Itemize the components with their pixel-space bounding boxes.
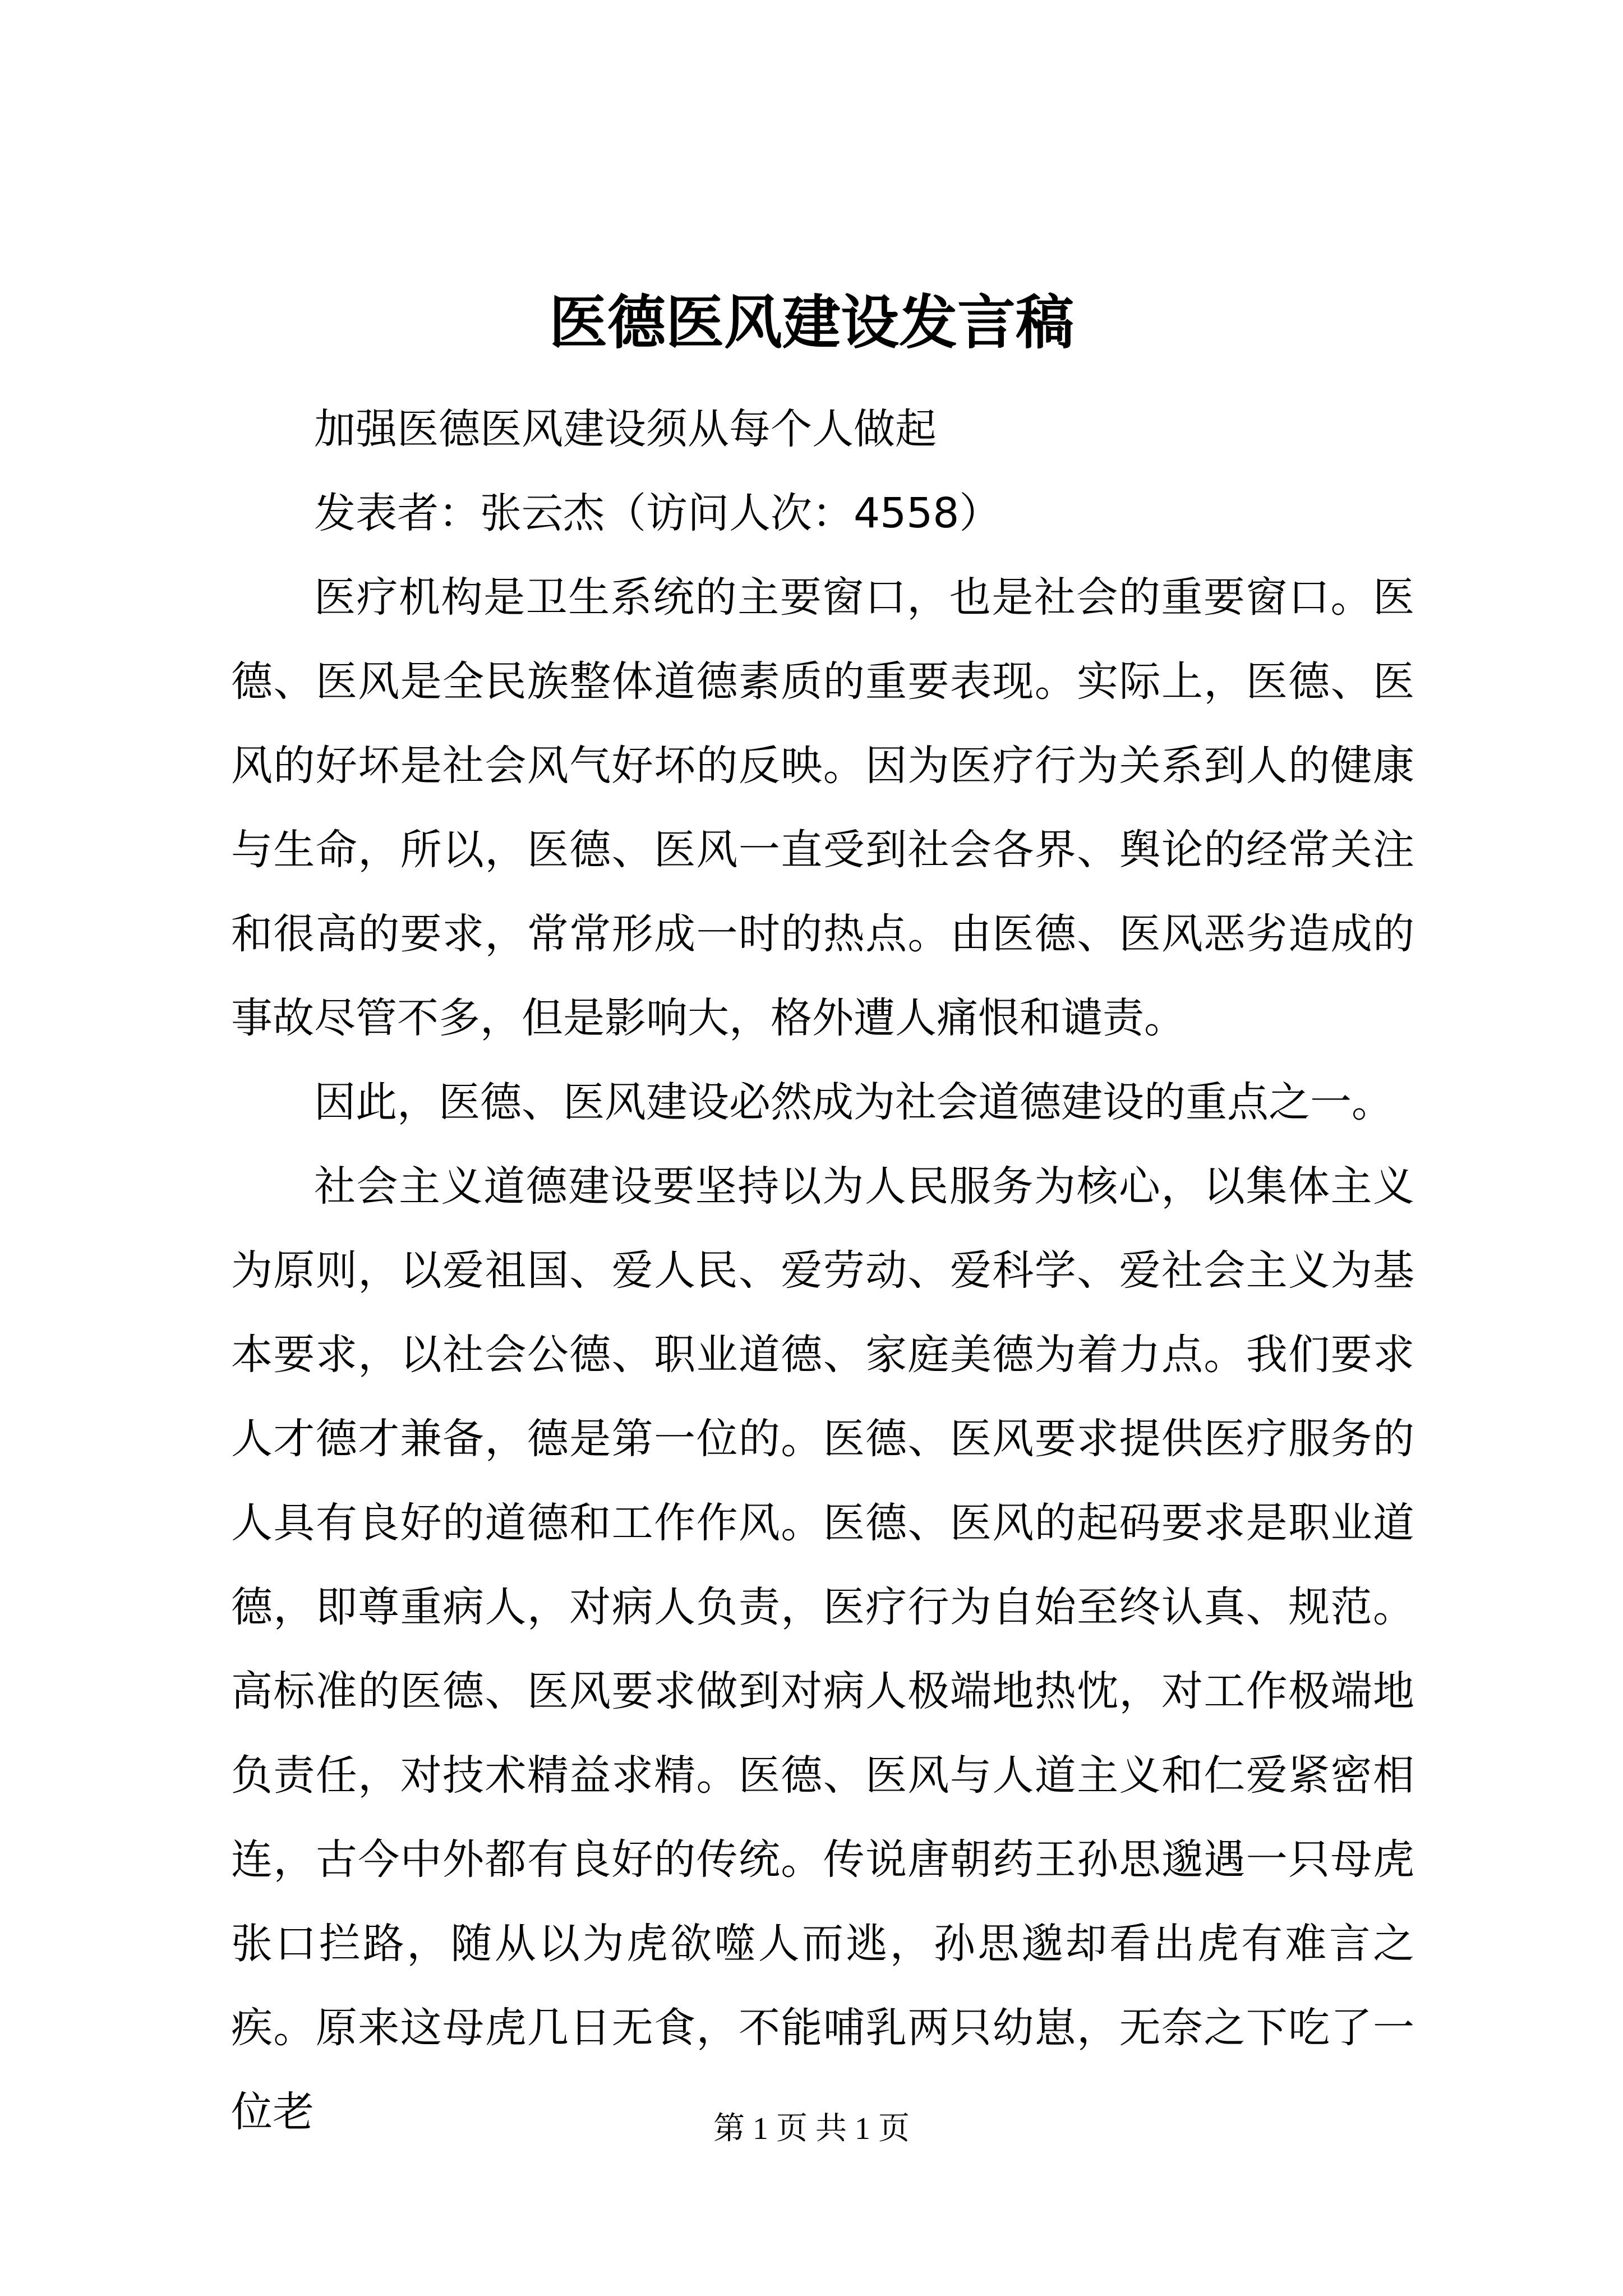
subtitle: 加强医德医风建设须从每个人做起 bbox=[314, 405, 937, 453]
paragraph: 社会主义道德建设要坚持以为人民服务为核心，以集体主义为原则，以爱祖国、爱人民、爱劳动、爱科学、爱社会主义为基本要求，以社会公德、职业道德、家庭美德为着力点。我们要求人才德才兼备，德是第一位的。医德、医风要求提供医疗服务的人具有良好的道德和工作作风。医德、医风的起码要求是职业道德，即尊重病人，对病人负责，医疗行为自始至终认真、规范。高标准的医德、医风要求做到对病人极端地热忱，对工作极端地负责任，对技术精益求精。医德、医风与人道主义和仁爱紧密相连，古今中外都有良好的传统。传说唐朝药王孙思邈遇一只母虎张口拦路，随从以为虎欲噬人而逃，孙思邈却看出虎有难言之疾。原来这母虎几日无食，不能哺乳两只幼崽，无奈之下吃了一位老 bbox=[231, 1162, 1414, 2136]
document-body bbox=[231, 387, 1414, 2154]
document-title: 医德医风建设发言稿 bbox=[548, 288, 1074, 357]
paragraph: 医疗机构是卫生系统的主要窗口，也是社会的重要窗口。医德、医风是全民族整体道德素质的重要表现。实际上，医德、医风的好坏是社会风气好坏的反映。因为医疗行为关系到人的健康与生命，所以，医德、医风一直受到社会各界、舆论的经常关注和很高的要求，常常形成一时的热点。由医德、医风恶劣造成的事故尽管不多，但是影响大，格外遭人痛恨和谴责。 bbox=[231, 573, 1414, 1042]
byline: 发表者：张云杰（访问人次：4558） bbox=[314, 489, 1001, 537]
page-number-footer: 第 1 页 共 1 页 bbox=[713, 2111, 910, 2146]
paragraph: 因此，医德、医风建设必然成为社会道德建设的重点之一。 bbox=[314, 1078, 1393, 1126]
